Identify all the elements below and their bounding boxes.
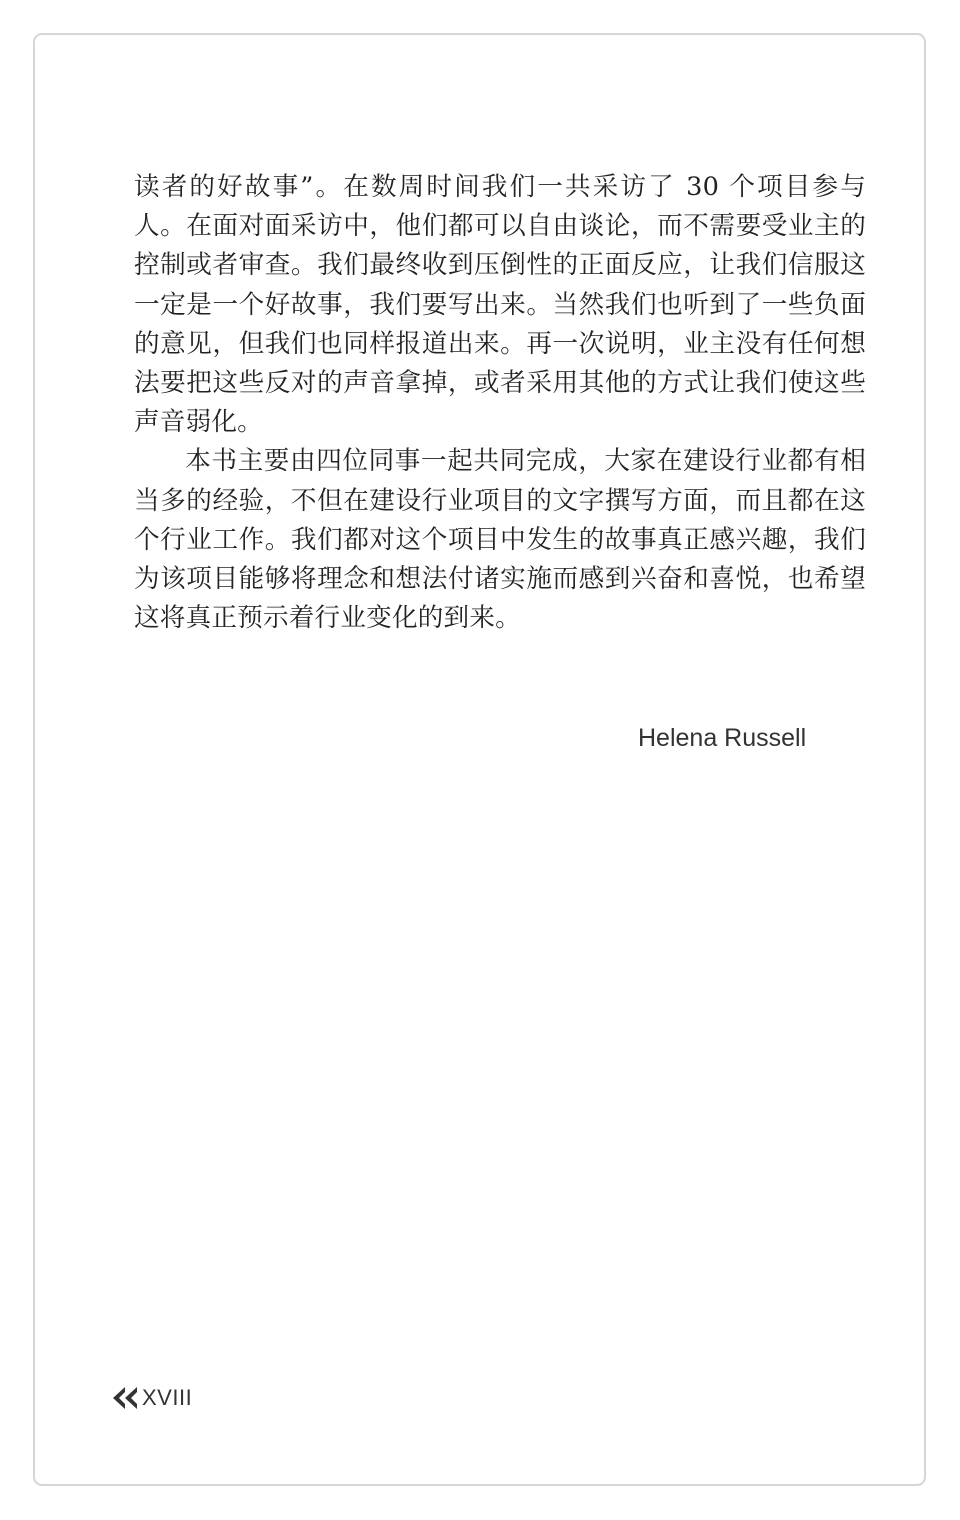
author-signature: Helena Russell	[638, 724, 807, 752]
paragraph-continued: 读者的好故事”。在数周时间我们一共采访了 30 个项目参与人。在面对面采访中，他们都可以自由谈论，而不需要受业主的控制或者审查。我们最终收到压倒性的正面反应，让我们信服这一定是一个好故事，我们要写出来。当然我们也听到了一些负面的意见，但我们也同样报道出来。再一次说明，业主没有任何想法要把这些反对的声音拿掉，或者采用其他的方式让我们使这些声音弱化。	[134, 172, 866, 438]
paragraph-authors: 本书主要由四位同事一起共同完成，大家在建设行业都有相当多的经验，不但在建设行业项目的文字撰写方面，而且都在这个行业工作。我们都对这个项目中发生的故事真正感兴趣，我们为该项目能够将理念和想法付诸实施而感到兴奋和喜悦，也希望这将真正预示着行业变化的到来。	[134, 446, 866, 634]
double-left-arrow-icon	[111, 1385, 139, 1411]
page-number	[111, 1384, 192, 1412]
body-text	[134, 168, 866, 638]
page-number-label: XVIII	[142, 1385, 193, 1410]
